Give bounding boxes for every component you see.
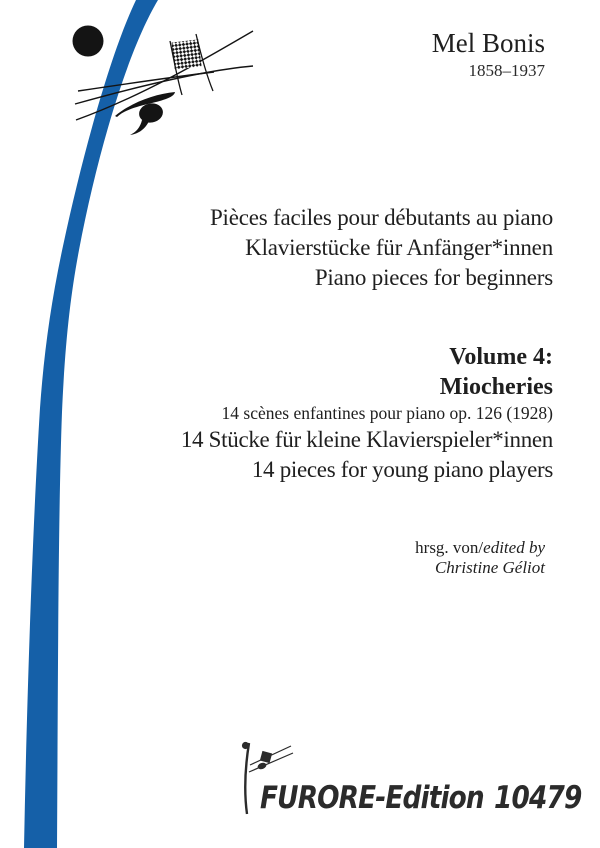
blue-stripe xyxy=(24,0,158,848)
series-title-block xyxy=(210,203,553,293)
series-title-de: Klavierstücke für Anfänger*innen xyxy=(245,235,553,260)
publisher-logo xyxy=(260,780,581,816)
volume-subtitle-de: 14 Stücke für kleine Klavierspieler*innen xyxy=(180,427,553,452)
composer-dates: 1858–1937 xyxy=(468,61,545,80)
volume-label: Volume 4: xyxy=(449,344,553,370)
series-title-fr: Pièces faciles pour débutants au piano xyxy=(209,205,553,230)
volume-subtitle-fr: 14 scènes enfantines pour piano op. 126 (1928) xyxy=(221,403,553,423)
volume-title: Miocheries xyxy=(439,374,553,400)
note-dot-icon xyxy=(73,26,104,57)
checkered-square-icon xyxy=(170,34,213,95)
series-title-en: Piano pieces for beginners xyxy=(314,265,553,290)
editor-block xyxy=(415,538,545,578)
comma-note-icon xyxy=(115,92,175,135)
edited-by-line xyxy=(415,538,545,558)
volume-subtitle-en: 14 pieces for young piano players xyxy=(251,457,553,482)
composer-name: Mel Bonis xyxy=(431,28,545,58)
volume-block xyxy=(181,342,553,485)
edited-by-italic: edited by xyxy=(483,538,545,557)
publisher-catalog-number: 10479 xyxy=(494,780,582,816)
edited-by-prefix: hrsg. von/ xyxy=(415,538,484,557)
publisher-name: FURORE-Edition xyxy=(260,780,484,816)
editor-name: Christine Géliot xyxy=(434,558,545,577)
composer-block xyxy=(432,28,545,80)
